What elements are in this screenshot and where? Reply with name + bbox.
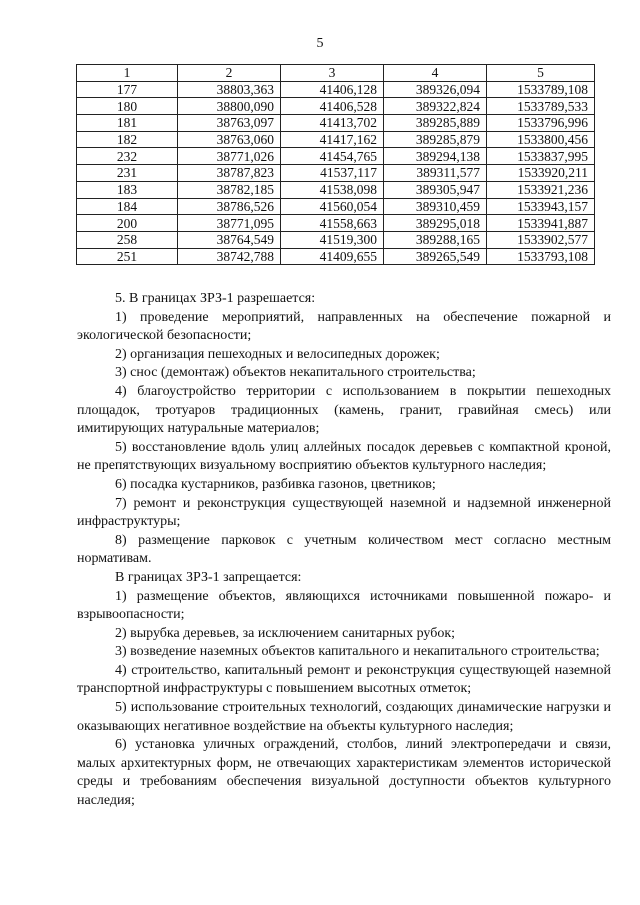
table-cell: 389305,947 [384, 181, 487, 198]
table-cell: 389295,018 [384, 215, 487, 232]
table-cell: 389294,138 [384, 148, 487, 165]
paragraph: 4) благоустройство территории с использованием в покрытии пешеходных площадок, тротуаров традиционных (камень, гранит, гравийная смесь) или имитирующих натуральные материалов; [77, 383, 611, 437]
table-cell: 180 [77, 98, 178, 115]
table-row [77, 198, 595, 215]
table-row [77, 215, 595, 232]
table-cell: 182 [77, 131, 178, 148]
table-cell: 38763,060 [178, 131, 281, 148]
table-cell: 251 [77, 248, 178, 265]
table-cell: 38787,823 [178, 165, 281, 182]
table-cell: 389285,879 [384, 131, 487, 148]
table-cell: 389285,889 [384, 115, 487, 132]
paragraph: 8) размещение парковок с учетным количеством мест согласно местным нормативам. [77, 532, 611, 567]
table-row [77, 165, 595, 182]
table-cell: 41560,054 [281, 198, 384, 215]
table-cell: 1533789,108 [487, 81, 595, 98]
paragraph: В границах ЗРЗ-1 запрещается: [115, 569, 302, 585]
table-cell: 38763,097 [178, 115, 281, 132]
table-cell: 38800,090 [178, 98, 281, 115]
table-row [77, 81, 595, 98]
table-cell: 200 [77, 215, 178, 232]
table-cell: 38771,026 [178, 148, 281, 165]
table-cell: 38786,526 [178, 198, 281, 215]
table-header-cell: 4 [384, 65, 487, 82]
table-cell: 389322,824 [384, 98, 487, 115]
coordinates-table [76, 64, 595, 265]
table-cell: 41537,117 [281, 165, 384, 182]
table-row [77, 231, 595, 248]
paragraph: 1) размещение объектов, являющихся источниками повышенной пожаро- и взрывоопасности; [77, 588, 611, 623]
table-cell: 181 [77, 115, 178, 132]
table-cell: 41413,702 [281, 115, 384, 132]
table-cell: 389326,094 [384, 81, 487, 98]
paragraph: 6) установка уличных ограждений, столбов, линий электропередачи и связи, малых архитектурных форм, не отвечающих характеристикам элементов исторической среды и требованиям обеспечения визуальной доступности объектов культурного наследия; [77, 737, 611, 809]
table-cell: 231 [77, 165, 178, 182]
table-cell: 1533920,211 [487, 165, 595, 182]
table-cell: 389288,165 [384, 231, 487, 248]
table-row [77, 115, 595, 132]
table-row [77, 98, 595, 115]
table-cell: 1533800,456 [487, 131, 595, 148]
table-row [77, 248, 595, 265]
table-header-cell: 1 [77, 65, 178, 82]
table-cell: 38771,095 [178, 215, 281, 232]
table-row [77, 148, 595, 165]
table-cell: 41409,655 [281, 248, 384, 265]
table-cell: 183 [77, 181, 178, 198]
table-row [77, 131, 595, 148]
table-cell: 38764,549 [178, 231, 281, 248]
table-header-cell: 3 [281, 65, 384, 82]
paragraph: 3) возведение наземных объектов капитального и некапитального строительства; [115, 644, 600, 660]
paragraph: 5. В границах ЗРЗ-1 разрешается: [115, 291, 316, 306]
table-header-cell: 2 [178, 65, 281, 82]
table-cell: 38782,185 [178, 181, 281, 198]
table-cell: 1533921,236 [487, 181, 595, 198]
table-cell: 41538,098 [281, 181, 384, 198]
paragraph: 6) посадка кустарников, разбивка газонов, цветников; [115, 476, 436, 492]
page-number: 5 [316, 36, 324, 51]
table-cell: 389311,577 [384, 165, 487, 182]
table-cell: 41406,528 [281, 98, 384, 115]
table-cell: 1533943,157 [487, 198, 595, 215]
table-cell: 38742,788 [178, 248, 281, 265]
table-cell: 1533793,108 [487, 248, 595, 265]
document-body [77, 290, 611, 811]
table-row [77, 181, 595, 198]
paragraph: 2) вырубка деревьев, за исключением санитарных рубок; [115, 625, 456, 641]
paragraph: 7) ремонт и реконструкция существующей наземной и надземной инженерной инфраструктуры; [77, 495, 611, 530]
table-cell: 184 [77, 198, 178, 215]
table-cell: 1533789,533 [487, 98, 595, 115]
table-cell: 1533837,995 [487, 148, 595, 165]
table-cell: 258 [77, 231, 178, 248]
table-cell: 41454,765 [281, 148, 384, 165]
table-cell: 1533902,577 [487, 231, 595, 248]
table-cell: 41417,162 [281, 131, 384, 148]
table-cell: 389310,459 [384, 198, 487, 215]
paragraph: 3) снос (демонтаж) объектов некапитального строительства; [115, 365, 476, 381]
table-cell: 177 [77, 81, 178, 98]
table-header-cell: 5 [487, 65, 595, 82]
table-cell: 38803,363 [178, 81, 281, 98]
table-cell: 232 [77, 148, 178, 165]
table-cell: 1533941,887 [487, 215, 595, 232]
table-cell: 41406,128 [281, 81, 384, 98]
table-cell: 41519,300 [281, 231, 384, 248]
table-cell: 41558,663 [281, 215, 384, 232]
table-cell: 389265,549 [384, 248, 487, 265]
paragraph: 5) восстановление вдоль улиц аллейных посадок деревьев с компактной кроной, не препятствующих визуальному восприятию объектов культурного наследия; [77, 439, 611, 474]
table-cell: 1533796,996 [487, 115, 595, 132]
paragraph: 1) проведение мероприятий, направленных на обеспечение пожарной и экологической безопасности; [77, 309, 611, 344]
paragraph: 4) строительство, капитальный ремонт и реконструкция существующей наземной транспортной инфраструктуры с повышением высотных отметок; [77, 662, 611, 697]
paragraph: 5) использование строительных технологий, создающих динамические нагрузки и оказывающих негативное воздействие на объекты культурного наследия; [77, 700, 611, 734]
table-header-row [77, 65, 595, 82]
paragraph: 2) организация пешеходных и велосипедных дорожек; [115, 346, 440, 362]
